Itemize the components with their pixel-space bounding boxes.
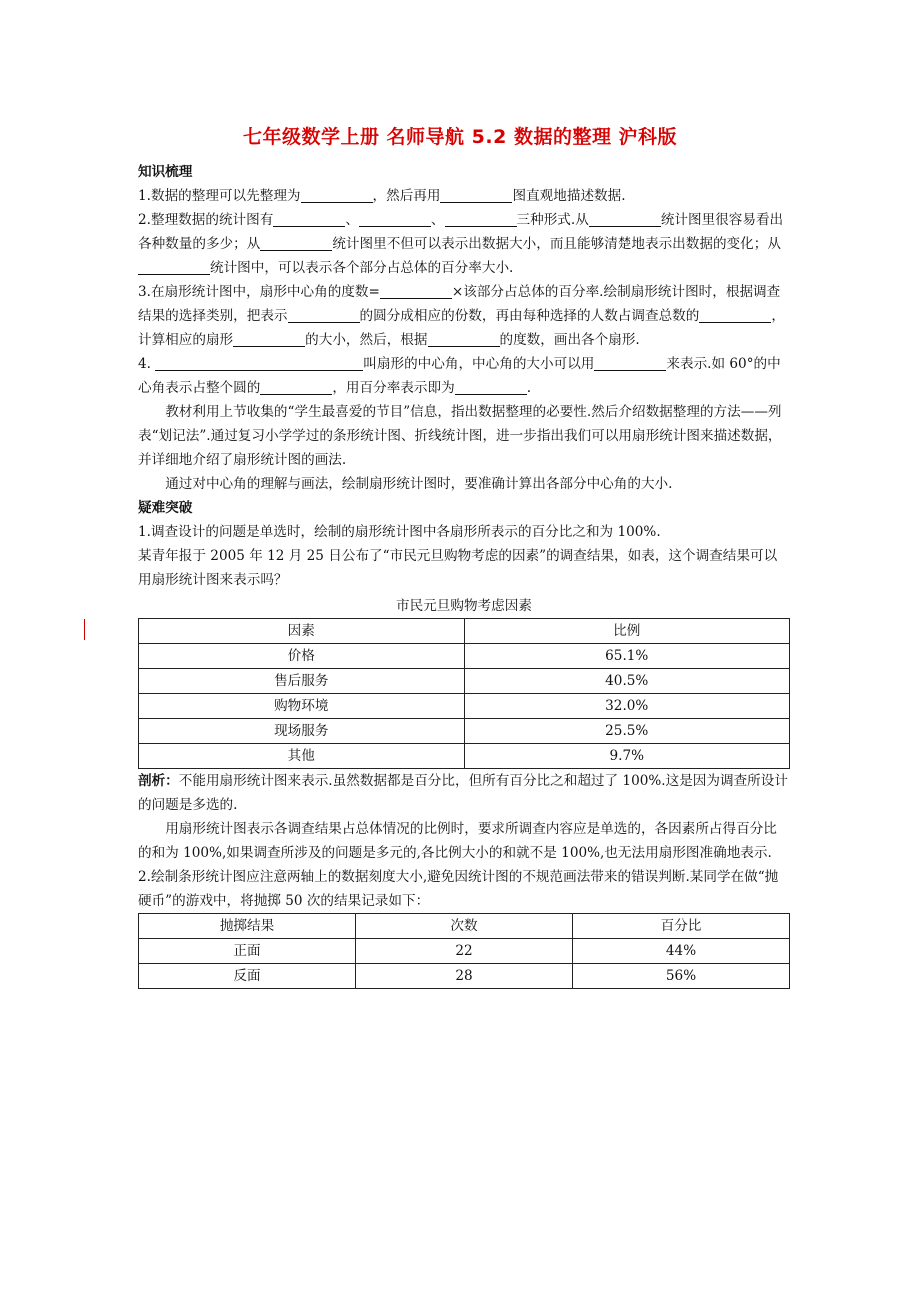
table-row <box>139 744 790 769</box>
table-row <box>139 719 790 744</box>
table-row <box>139 939 790 964</box>
fill-blank <box>428 331 500 347</box>
document-title: 七年级数学上册 名师导航 5.2 数据的整理 沪科版 <box>242 126 678 148</box>
table-header-cell: 因素 <box>139 619 465 644</box>
table-cell: 反面 <box>139 964 356 989</box>
table-header-cell: 抛掷结果 <box>139 914 356 939</box>
table-header-row <box>139 914 790 939</box>
fill-blank <box>260 235 332 251</box>
pie-chart-rule-paragraph: 用扇形统计图表示各调查结果占总体情况的比例时，要求所调查内容应是单选的，各因素所占得百分比的和为 100%,如果调查所涉及的问题是多元的,各比例大小的和就不是 100%,也无法用扇形图准确地表示. <box>138 821 777 861</box>
coin-toss-table <box>138 913 790 989</box>
table-cell: 购物环境 <box>139 694 465 719</box>
fill-blank <box>445 211 517 227</box>
knowledge-item-3: 3.在扇形统计图中，扇形中心角的度数= ×该部分占总体的百分率.绘制扇形统计图时，根据调查结果的选择类别，把表示 的圆分成相应的份数，再由每种选择的人数占调查总数的 ，计算相应的扇形 的大小，然后，根据 的度数，画出各个扇形. <box>138 284 785 348</box>
fill-blank <box>589 211 661 227</box>
table-header-cell: 百分比 <box>573 914 790 939</box>
table-cell: 其他 <box>139 744 465 769</box>
example-question: 某青年报于 2005 年 12 月 25 日公布了“市民元旦购物考虑的因素”的调查结果，如表，这个调查结果可以用扇形统计图来表示吗？ <box>138 548 778 588</box>
section-heading-difficulties: 疑难突破 <box>138 500 193 516</box>
table-cell: 40.5% <box>464 669 790 694</box>
table-cell: 正面 <box>139 939 356 964</box>
fill-blank <box>138 259 210 275</box>
fill-blank <box>359 211 431 227</box>
table-cell: 32.0% <box>464 694 790 719</box>
table-header-cell: 次数 <box>356 914 573 939</box>
table-header-row <box>139 619 790 644</box>
fill-blank <box>301 187 373 203</box>
analysis-label: 剖析： <box>138 773 179 789</box>
fill-blank <box>260 379 332 395</box>
text-cursor-marker <box>84 619 85 640</box>
difficulty-point-2: 2.绘制条形统计图应注意两轴上的数据刻度大小,避免因统计图的不规范画法带来的错误判断.某同学在做“抛硬币”的游戏中，将抛掷 50 次的结果记录如下： <box>138 869 779 909</box>
table-row <box>139 694 790 719</box>
fill-blank <box>288 307 360 323</box>
fill-blank <box>455 379 527 395</box>
table-cell: 9.7% <box>464 744 790 769</box>
table-cell: 价格 <box>139 644 465 669</box>
table-cell: 售后服务 <box>139 669 465 694</box>
fill-blank <box>594 355 666 371</box>
fill-blank <box>273 211 345 227</box>
knowledge-item-1: 1.数据的整理可以先整理为 ，然后再用 图直观地描述数据. <box>138 188 626 204</box>
table-cell: 65.1% <box>464 644 790 669</box>
fill-blank <box>155 355 363 371</box>
table-cell: 28 <box>356 964 573 989</box>
table-cell: 现场服务 <box>139 719 465 744</box>
table-header-cell: 比例 <box>464 619 790 644</box>
fill-blank <box>440 187 512 203</box>
section-heading-knowledge: 知识梳理 <box>138 164 193 180</box>
shopping-factors-table <box>138 618 790 769</box>
knowledge-item-2: 2.整理数据的统计图有 、 、 三种形式.从 统计图里很容易看出各种数量的多少；从 统计图里不但可以表示出数据大小，而且能够清楚地表示出数据的变化；从统计图中，可以表示各个部分占总体的百分率大小. <box>138 212 784 276</box>
fill-blank <box>380 283 452 299</box>
table-cell: 22 <box>356 939 573 964</box>
analysis-paragraph: 剖析：不能用扇形统计图来表示.虽然数据都是百分比，但所有百分比之和超过了 100%.这是因为调查所设计的问题是多选的. <box>138 773 788 813</box>
textbook-note-paragraph: 教材利用上节收集的“学生最喜爱的节目”信息，指出数据整理的必要性.然后介绍数据整理的方法——列表“划记法”.通过复习小学学过的条形统计图、折线统计图，进一步指出我们可以用扇形统计图来描述数据，并详细地介绍了扇形统计图的画法. <box>138 404 782 468</box>
central-angle-paragraph: 通过对中心角的理解与画法，绘制扇形统计图时，要准确计算出各部分中心角的大小. <box>165 476 673 492</box>
table-row <box>139 964 790 989</box>
table-cell: 44% <box>573 939 790 964</box>
table-cell: 56% <box>573 964 790 989</box>
table-row <box>139 644 790 669</box>
difficulty-point-1: 1.调查设计的问题是单选时，绘制的扇形统计图中各扇形所表示的百分比之和为 100%. <box>138 524 661 540</box>
fill-blank <box>233 331 305 347</box>
table-caption: 市民元旦购物考虑因素 <box>396 598 532 614</box>
fill-blank <box>699 307 771 323</box>
knowledge-item-4: 4. 叫扇形的中心角，中心角的大小可以用 来表示.如 60°的中心角表示占整个圆的 ，用百分率表示即为 . <box>138 356 781 396</box>
table-row <box>139 669 790 694</box>
document-body <box>138 160 790 989</box>
table-cell: 25.5% <box>464 719 790 744</box>
